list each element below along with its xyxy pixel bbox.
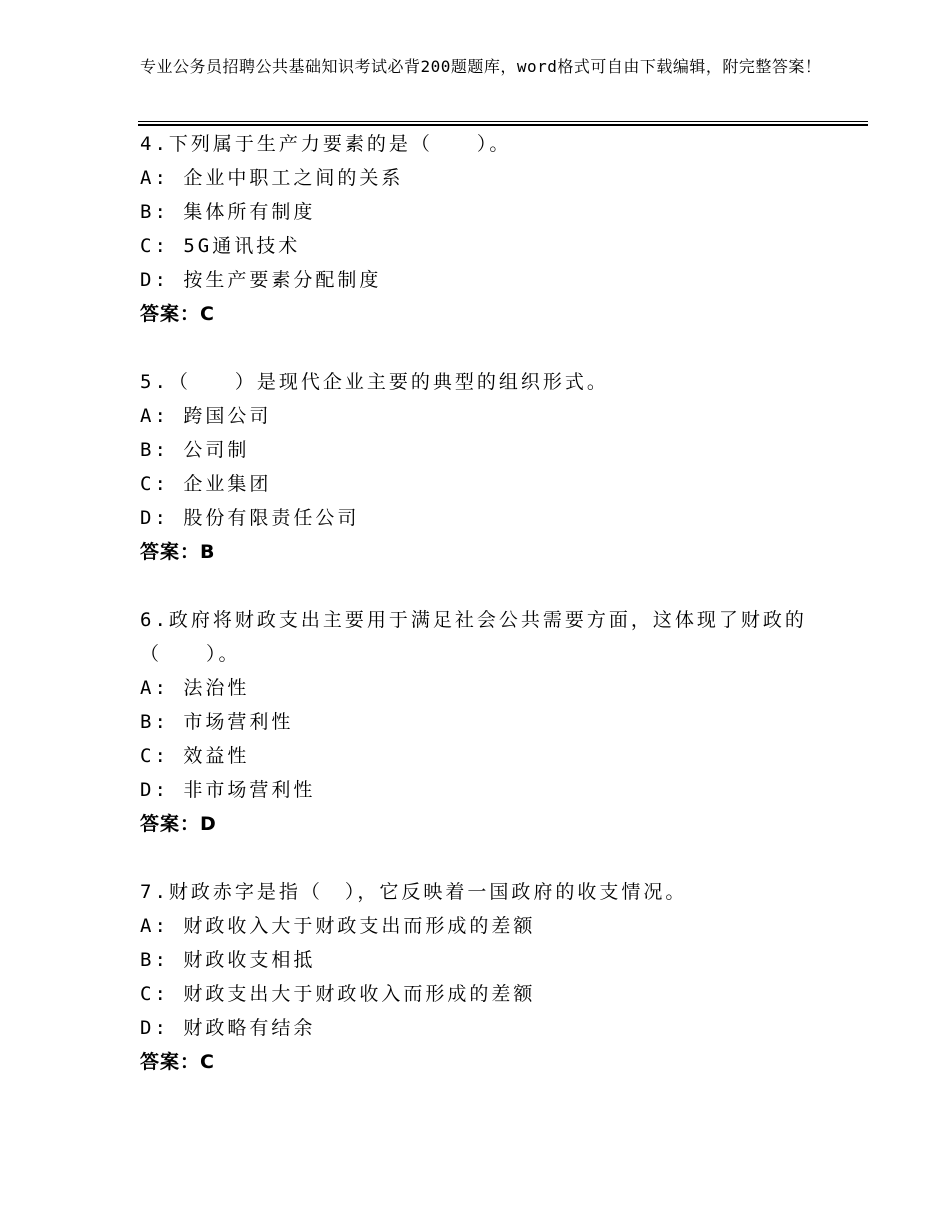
question-7 [140, 875, 840, 1079]
option-d: D: 按生产要素分配制度 [140, 269, 382, 291]
option-c: C: 财政支出大于财政收入而形成的差额 [140, 983, 536, 1005]
question-6 [140, 603, 840, 841]
header-divider-thin [138, 121, 868, 122]
question-spacer [140, 841, 840, 875]
option-a: A: 企业中职工之间的关系 [140, 167, 404, 189]
option-b: B: 公司制 [140, 439, 250, 461]
option-c: C: 企业集团 [140, 473, 272, 495]
option-b: B: 集体所有制度 [140, 201, 316, 223]
question-stem: 5.（ ）是现代企业主要的典型的组织形式。 [140, 371, 609, 393]
answer-line: 答案：B [140, 541, 216, 563]
option-c: C: 5G通讯技术 [140, 235, 301, 257]
question-stem: 6.政府将财政支出主要用于满足社会公共需要方面，这体现了财政的（ ）。 [140, 609, 807, 665]
question-spacer [140, 569, 840, 603]
header-divider-thick [138, 124, 868, 126]
answer-line: 答案：C [140, 303, 215, 325]
question-list [140, 127, 840, 1079]
option-c: C: 效益性 [140, 745, 250, 767]
answer-line: 答案：D [140, 813, 217, 835]
option-a: A: 法治性 [140, 677, 250, 699]
option-d: D: 非市场营利性 [140, 779, 316, 801]
document-header: 专业公务员招聘公共基础知识考试必背200题题库，word格式可自由下载编辑，附完整答案！ [140, 57, 822, 76]
option-d: D: 股份有限责任公司 [140, 507, 360, 529]
option-a: A: 跨国公司 [140, 405, 272, 427]
question-4 [140, 127, 840, 331]
question-stem: 4.下列属于生产力要素的是（ ）。 [140, 133, 512, 155]
option-b: B: 市场营利性 [140, 711, 294, 733]
question-5 [140, 365, 840, 569]
question-stem: 7.财政赤字是指（ ），它反映着一国政府的收支情况。 [140, 881, 688, 903]
option-b: B: 财政收支相抵 [140, 949, 316, 971]
option-d: D: 财政略有结余 [140, 1017, 316, 1039]
option-a: A: 财政收入大于财政支出而形成的差额 [140, 915, 536, 937]
question-spacer [140, 331, 840, 365]
answer-line: 答案：C [140, 1051, 215, 1073]
